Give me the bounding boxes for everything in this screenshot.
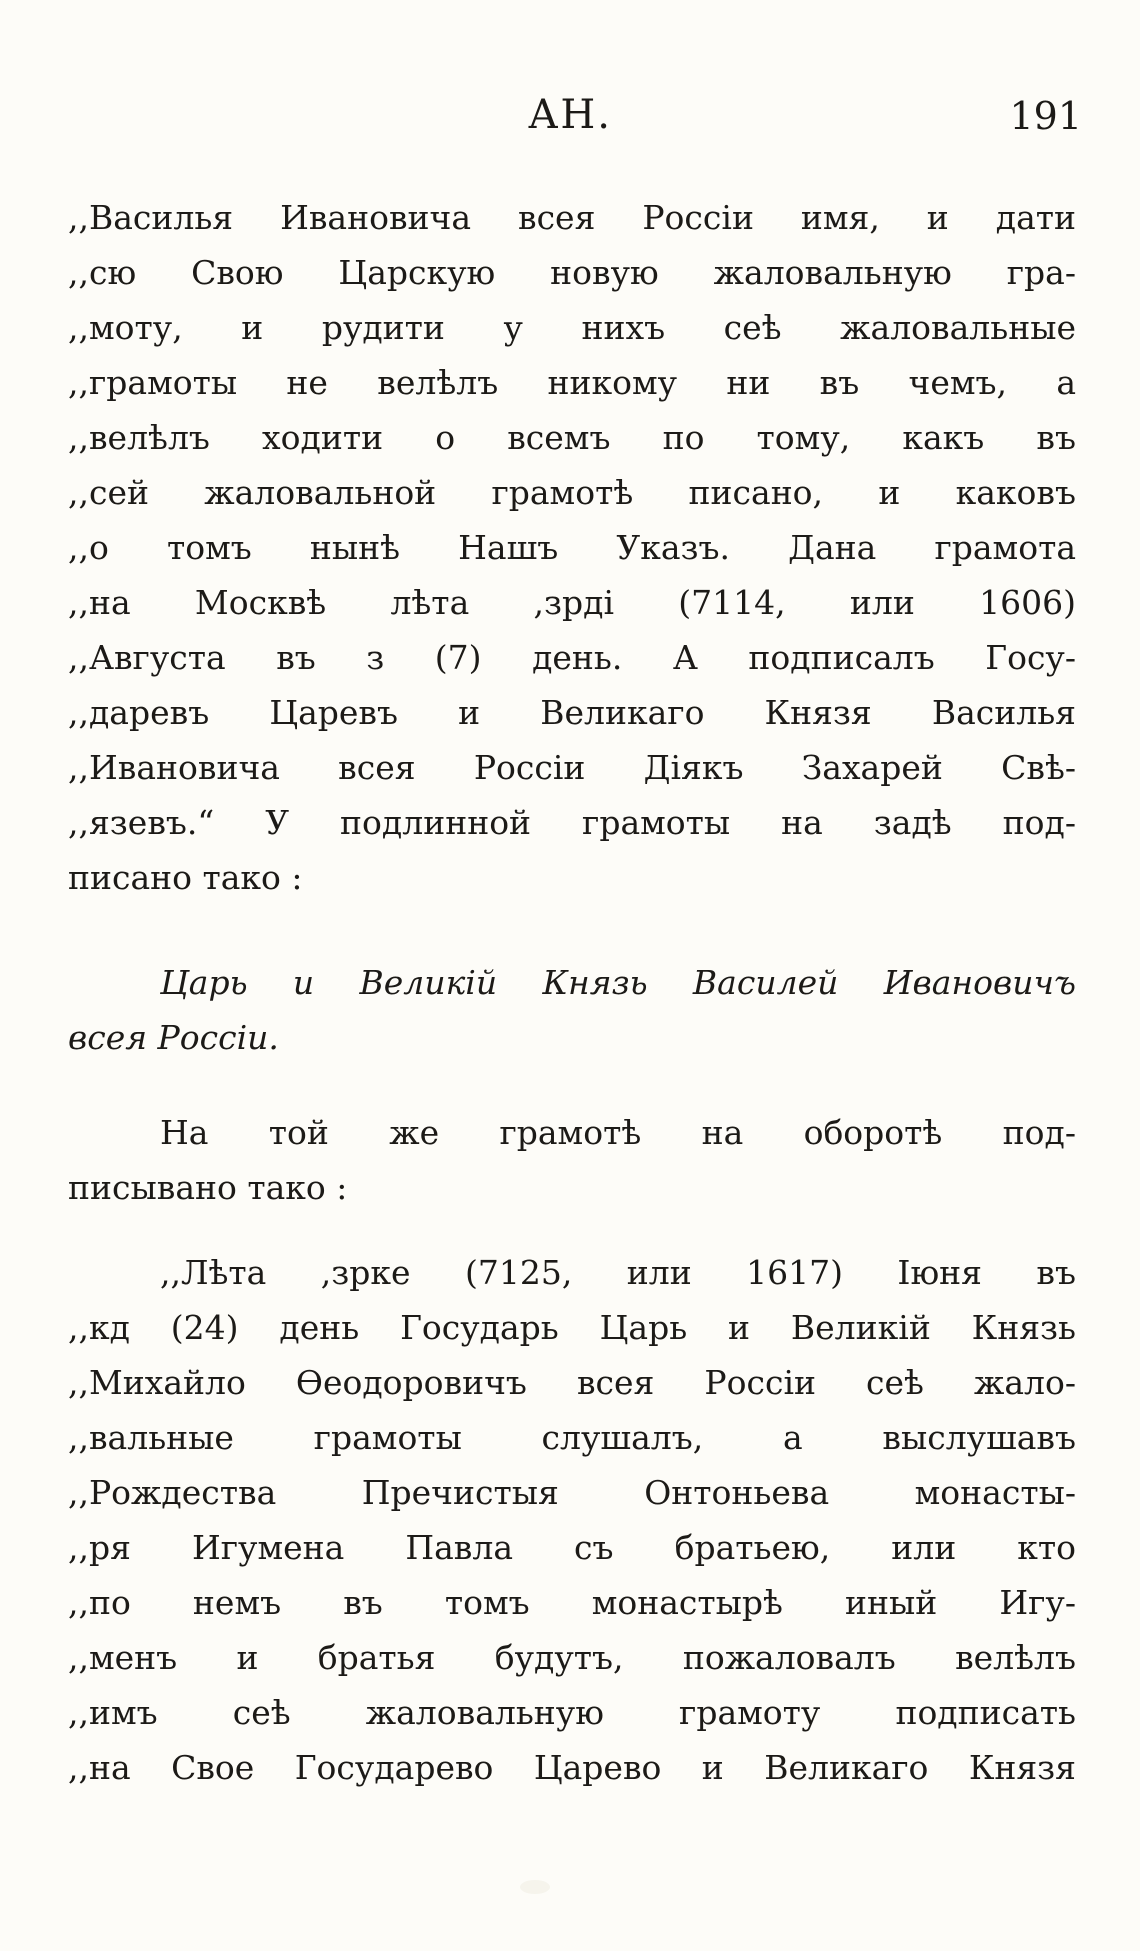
text-line: ,,Рождества Пречистыя Онтоньева монасты-	[68, 1473, 1076, 1512]
text-line: ,,Августа въ з (7) день. А подписалъ Госу-	[68, 638, 1076, 677]
text-line: писано тако :	[68, 858, 303, 897]
running-head: АН.	[528, 92, 612, 138]
paper-stain	[520, 1880, 550, 1894]
text-line: ,,Лѣта ,зрке (7125, или 1617) Іюня въ	[160, 1253, 1076, 1292]
text-line: ,,сю Свою Царскую новую жаловальную гра-	[68, 253, 1076, 292]
text-line: ,,на Москвѣ лѣта ,зрді (7114, или 1606)	[68, 583, 1076, 622]
text-line: писывано тако :	[68, 1168, 348, 1207]
page-number: 191	[1009, 94, 1082, 138]
text-line: ,,велѣлъ ходити о всемъ по тому, какъ въ	[68, 418, 1076, 457]
text-line: ,,даревъ Царевъ и Великаго Князя Василья	[68, 693, 1076, 732]
text-line: ,,Василья Ивановича всея Россіи имя, и дати	[68, 198, 1076, 237]
paragraph-confirmation-text	[68, 1245, 1076, 1795]
text-line: ,,о томъ нынѣ Нашъ Указъ. Дана грамота	[68, 528, 1076, 567]
text-line: ,,вальные грамоты слушалъ, а выслушавъ	[68, 1418, 1076, 1457]
signature-block	[68, 955, 1076, 1065]
text-line: ,,грамоты не велѣлъ никому ни въ чемъ, а	[68, 363, 1076, 402]
text-line: ,,моту, и рудити у нихъ сеѣ жаловальные	[68, 308, 1076, 347]
text-line: ,,сей жаловальной грамотѣ писано, и каковъ	[68, 473, 1076, 512]
text-line: ,,Михайло Ѳеодоровичъ всея Россіи сеѣ жало-	[68, 1363, 1076, 1402]
page-header	[0, 92, 1140, 152]
text-line: ,,на Свое Государево Царево и Великаго Князя	[68, 1748, 1076, 1787]
paragraph-charter-text	[68, 190, 1076, 905]
text-line: На той же грамотѣ на оборотѣ под-	[160, 1113, 1076, 1152]
text-line: всея Россіи.	[68, 1018, 279, 1057]
text-line: ,,менъ и братья будутъ, пожаловалъ велѣлъ	[68, 1638, 1076, 1677]
text-line: ,,Ивановича всея Россіи Діякъ Захарей Свѣ-	[68, 748, 1076, 787]
text-line: ,,по немъ въ томъ монастырѣ иный Игу-	[68, 1583, 1076, 1622]
text-line: ,,имъ сеѣ жаловальную грамоту подписать	[68, 1693, 1076, 1732]
text-line: Царь и Великій Князь Василей Ивановичъ	[160, 963, 1076, 1002]
text-line: ,,ря Игумена Павла съ братьею, или кто	[68, 1528, 1076, 1567]
paragraph-reverse-note	[68, 1105, 1076, 1215]
text-line: ,,язевъ.“ У подлинной грамоты на задѣ под-	[68, 803, 1076, 842]
text-line: ,,кд (24) день Государь Царь и Великій Князь	[68, 1308, 1076, 1347]
